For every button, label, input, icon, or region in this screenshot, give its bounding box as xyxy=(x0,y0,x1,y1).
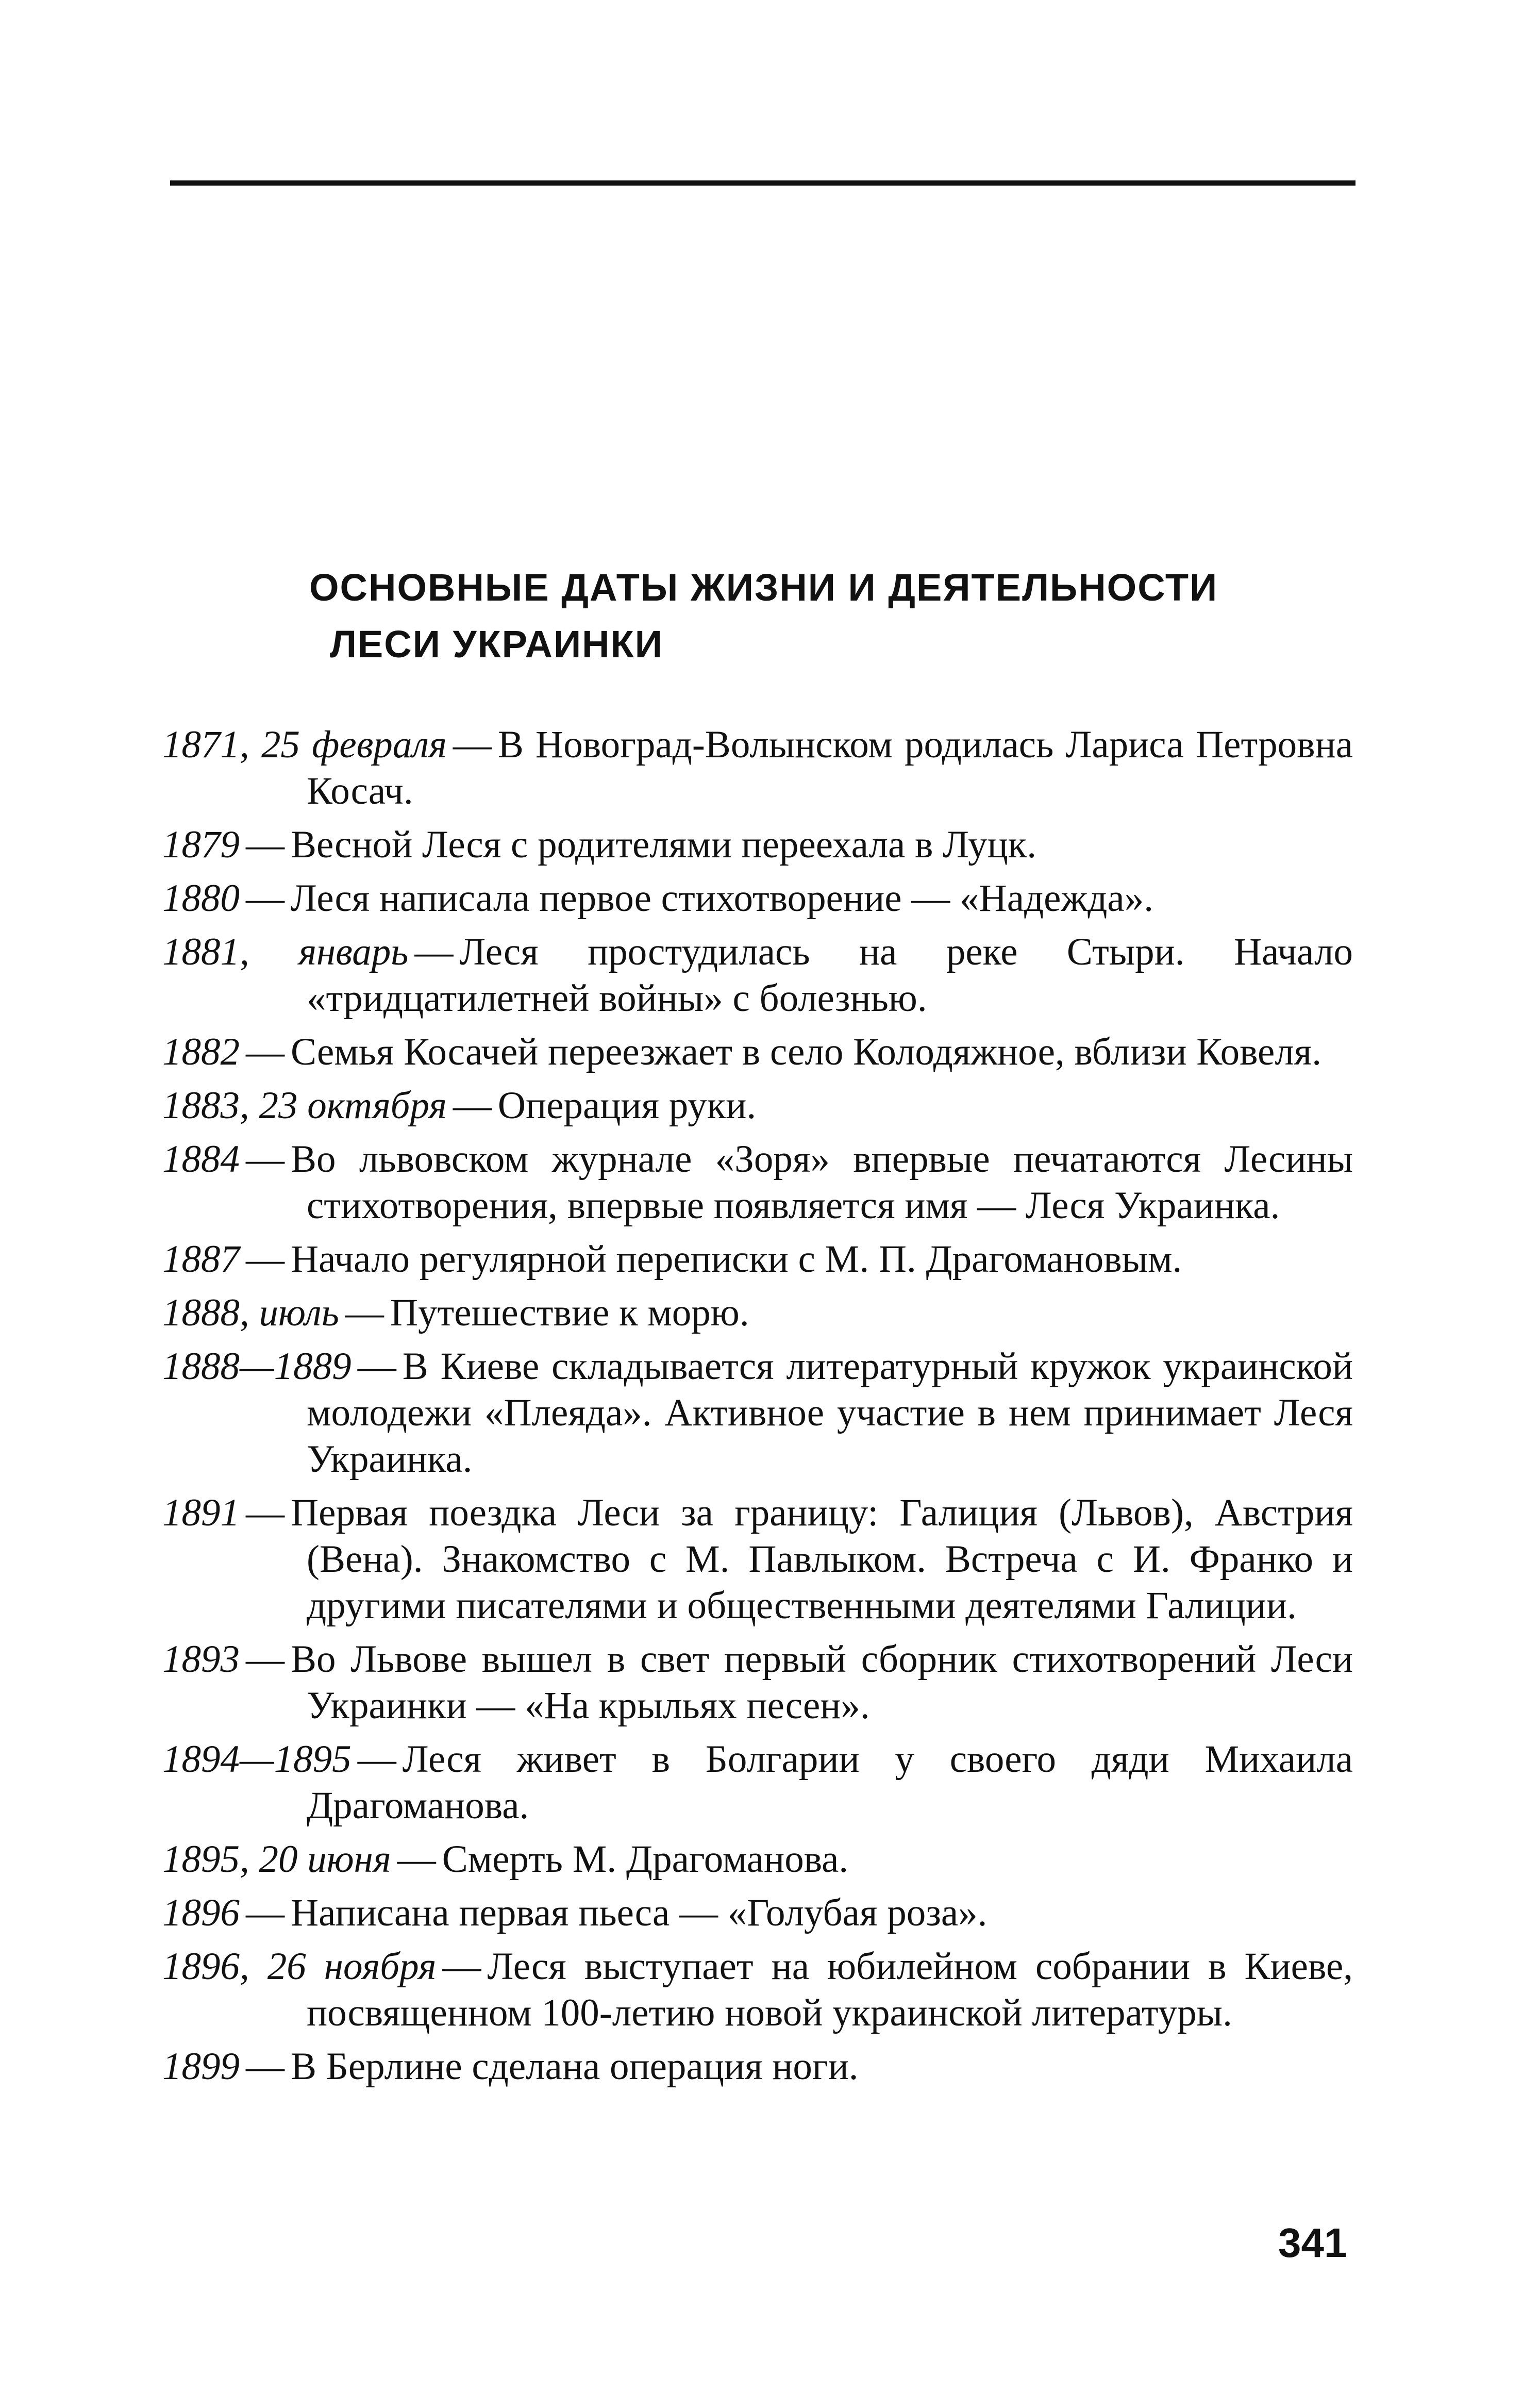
entry-text: Операция руки. xyxy=(497,1084,757,1127)
entry-text: В Берлине сделана операция ноги. xyxy=(291,2045,859,2088)
entry-dash: — xyxy=(246,877,284,920)
chronology-entry xyxy=(162,1290,1353,1336)
entry-text: Леся написала первое стихотворение — «Надежда». xyxy=(291,877,1153,920)
entry-date: 1888—1889 xyxy=(162,1345,352,1388)
entry-dash: — xyxy=(246,823,284,866)
entry-dash: — xyxy=(345,1291,384,1334)
chronology-entry xyxy=(162,1890,1353,1936)
entry-dash: — xyxy=(414,931,454,973)
entry-text: Смерть М. Драгоманова. xyxy=(442,1838,849,1881)
entry-text: Во Львове вышел в свет первый сборник стихотворений Леси Украинки — «На крыльях песен». xyxy=(291,1638,1353,1727)
entry-text: Первая поездка Леси за границу: Галиция (Львов), Австрия (Вена). Знакомство с М. Павлыком. Встреча с И. Франко и другими писателями и общественными деятелями Галиции. xyxy=(291,1491,1353,1627)
chronology-entry xyxy=(162,1836,1353,1883)
entry-text: Написана первая пьеса — «Голубая роза». xyxy=(291,1891,988,1934)
entry-text: Путешествие к морю. xyxy=(390,1291,749,1334)
entry-dash: — xyxy=(453,723,492,766)
entry-dash: — xyxy=(246,1491,284,1534)
chronology-entry xyxy=(162,1944,1353,2036)
entry-text: Леся простудилась на реке Стыри. Начало «тридцатилетней войны» с болезнью. xyxy=(307,931,1353,1020)
entry-dash: — xyxy=(246,1031,284,1073)
entry-dash: — xyxy=(357,1738,396,1781)
chronology-list xyxy=(162,722,1353,2097)
entry-date: 1888, июль xyxy=(162,1291,339,1334)
entry-dash: — xyxy=(246,1138,284,1181)
entry-date: 1896 xyxy=(162,1891,240,1934)
chronology-entry xyxy=(162,1029,1353,1075)
chronology-entry xyxy=(162,1636,1353,1729)
entry-text: Леся выступает на юбилейном собрании в Киеве, посвященном 100-летию новой украинской литературы. xyxy=(307,1945,1353,2034)
entry-date: 1871, 25 февраля xyxy=(162,723,447,766)
entry-dash: — xyxy=(397,1838,436,1881)
chronology-entry xyxy=(162,875,1353,922)
entry-dash: — xyxy=(453,1084,492,1127)
entry-date: 1880 xyxy=(162,877,240,920)
entry-text: Весной Леся с родителями переехала в Луцк. xyxy=(291,823,1036,866)
chronology-entry xyxy=(162,2044,1353,2090)
chronology-entry xyxy=(162,1236,1353,1283)
page-number: 341 xyxy=(1278,2220,1347,2266)
entry-text: В Киеве складывается литературный кружок украинской молодежи «Плеяда». Активное участие в нем принимает Леся Украинка. xyxy=(307,1345,1353,1481)
entry-dash: — xyxy=(357,1345,396,1388)
entry-text: Начало регулярной переписки с М. П. Драгомановым. xyxy=(291,1238,1182,1281)
entry-date: 1883, 23 октября xyxy=(162,1084,447,1127)
top-rule xyxy=(170,180,1355,186)
entry-date: 1879 xyxy=(162,823,240,866)
chronology-entry xyxy=(162,822,1353,868)
entry-date: 1881, январь xyxy=(162,931,409,973)
entry-dash: — xyxy=(246,1238,284,1281)
chronology-entry xyxy=(162,1343,1353,1483)
entry-date: 1893 xyxy=(162,1638,240,1681)
heading-line-2: ЛЕСИ УКРАИНКИ xyxy=(330,623,663,666)
heading-line-1: ОСНОВНЫЕ ДАТЫ ЖИЗНИ И ДЕЯТЕЛЬНОСТИ xyxy=(309,566,1218,609)
chronology-entry xyxy=(162,1490,1353,1629)
chronology-entry xyxy=(162,722,1353,815)
entry-date: 1887 xyxy=(162,1238,240,1281)
entry-dash: — xyxy=(246,2045,284,2088)
entry-dash: — xyxy=(246,1638,284,1681)
chronology-entry xyxy=(162,1083,1353,1129)
entry-date: 1894—1895 xyxy=(162,1738,352,1781)
entry-date: 1896, 26 ноября xyxy=(162,1945,437,1988)
entry-text: В Новоград-Волынском родилась Лариса Петровна Косач. xyxy=(307,723,1353,812)
entry-date: 1884 xyxy=(162,1138,240,1181)
entry-text: Семья Косачей переезжает в село Колодяжное, вблизи Ковеля. xyxy=(291,1031,1322,1073)
section-heading xyxy=(309,559,1340,673)
entry-text: Во львовском журнале «Зоря» впервые печатаются Лесины стихотворения, впервые появляется имя — Леся Украинка. xyxy=(291,1138,1353,1227)
entry-date: 1882 xyxy=(162,1031,240,1073)
entry-date: 1899 xyxy=(162,2045,240,2088)
entry-date: 1891 xyxy=(162,1491,240,1534)
entry-dash: — xyxy=(246,1891,284,1934)
entry-date: 1895, 20 июня xyxy=(162,1838,391,1881)
chronology-entry xyxy=(162,1736,1353,1829)
entry-dash: — xyxy=(442,1945,481,1988)
entry-text: Леся живет в Болгарии у своего дяди Михаила Драгоманова. xyxy=(307,1738,1353,1827)
chronology-entry xyxy=(162,1136,1353,1229)
chronology-entry xyxy=(162,929,1353,1022)
